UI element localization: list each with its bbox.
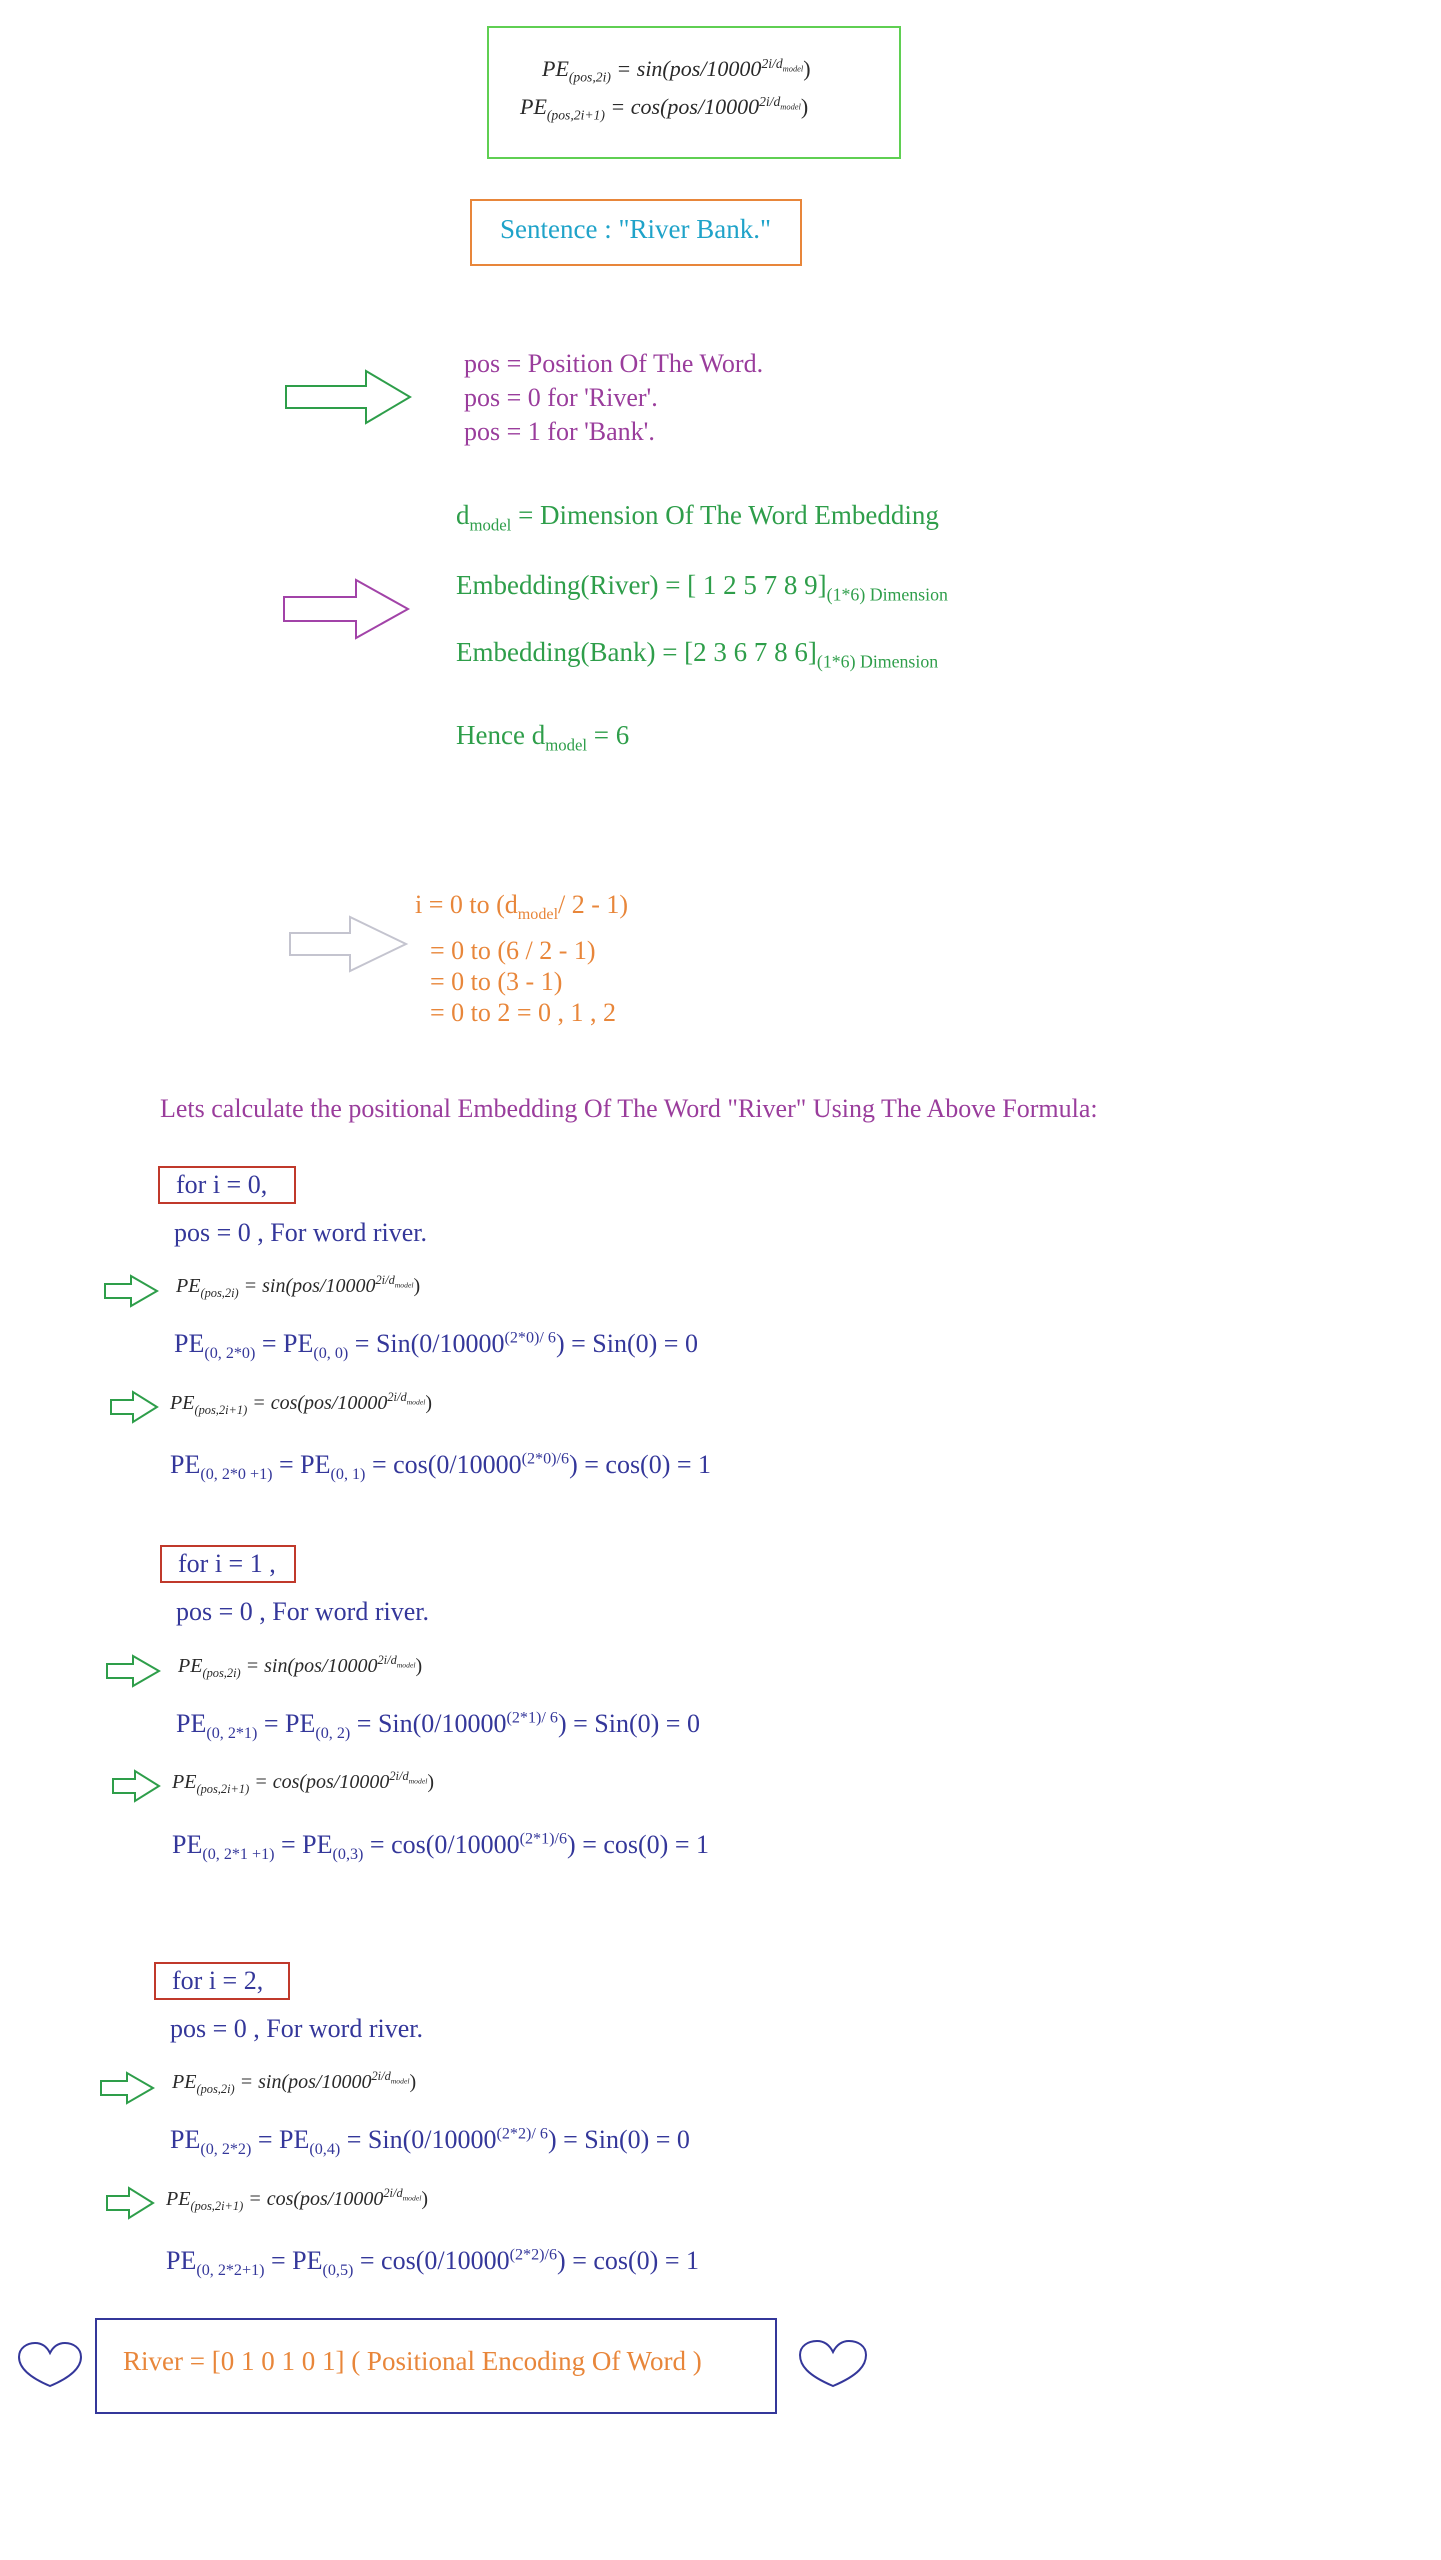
sin-calculation: $PE_{(0, 2*2)} = PE_{(0,4)} = Sin(0/10000^{(2*2)/ 6}) = Sin(0) = 0$	[170, 2125, 690, 2159]
pos-line: pos = 0 , For word river.	[170, 2014, 423, 2043]
arrow-right-icon	[109, 1390, 159, 1424]
pos-line: pos = 0 , For word river.	[174, 1218, 427, 1247]
iteration-label: for i = 1 ,	[178, 1549, 276, 1578]
intro-text: Lets calculate the positional Embedding Of The Word "River" Using The Above Formula:	[160, 1094, 1098, 1123]
cos-calculation: $PE_{(0, 2*2+1)} = PE_{(0,5)} = \cos(0/10000^{(2*2)/6}) = \cos(0) = 1$	[166, 2246, 699, 2280]
pos-line-2: pos = 0 for 'River'.	[464, 383, 658, 412]
i-range-line-4: = 0 to 2 = 0 , 1 , 2	[430, 998, 617, 1027]
arrow-right-icon	[111, 1769, 161, 1803]
result-text: River = [0 1 0 1 0 1] ( Positional Encoding Of Word )	[123, 2346, 702, 2376]
sin-formula: $PE_{(pos,2i)} = \sin(pos/10000^{2i/d_{model}})$	[178, 1653, 423, 1680]
cos-calculation: $PE_{(0, 2*1 +1)} = PE_{(0,3)} = \cos(0/10000^{(2*1)/6}) = \cos(0) = 1$	[172, 1830, 710, 1864]
pos-line-3: pos = 1 for 'Bank'.	[464, 417, 655, 446]
arrow-right-icon	[284, 369, 412, 425]
hence-dmodel: Hence $d_{model} = 6$	[456, 720, 630, 755]
formula-sin-line: $PE_{(pos,2i)} = \sin(pos/10000^{2i/d_{model}})$	[542, 55, 811, 85]
iteration-label: for i = 0,	[176, 1170, 268, 1199]
sentence-text: Sentence : "River Bank."	[500, 214, 771, 244]
pos-line-1: pos = Position Of The Word.	[464, 349, 764, 378]
arrow-right-icon	[103, 1274, 159, 1308]
arrow-right-icon	[105, 1654, 161, 1688]
sin-calculation: $PE_{(0, 2*1)} = PE_{(0, 2)} = Sin(0/10000^{(2*1)/ 6}) = Sin(0) = 0$	[176, 1709, 700, 1743]
arrow-right-icon	[282, 578, 410, 640]
i-range-line-2: = 0 to (6 / 2 - 1)	[430, 936, 596, 965]
iteration-label: for i = 2,	[172, 1966, 264, 1995]
arrow-right-icon	[105, 2186, 155, 2220]
i-range-line-3: = 0 to (3 - 1)	[430, 967, 563, 996]
cos-formula: $PE_{(pos,2i+1)} = \cos(pos/10000^{2i/d_{model}})$	[172, 1769, 435, 1796]
formula-cos-line: $PE_{(pos,2i+1)} = \cos(pos/10000^{2i/d_{model}})$	[520, 93, 809, 123]
dmodel-definition: $d_{model}$ = Dimension Of The Word Embedding	[456, 500, 939, 535]
sin-formula: $PE_{(pos,2i)} = \sin(pos/10000^{2i/d_{model}})$	[176, 1273, 421, 1300]
arrow-right-icon	[99, 2071, 155, 2105]
embedding-bank: Embedding(Bank) = [2 3 6 7 8 $6]_{(1*6) Dimension}$	[456, 637, 939, 672]
heart-icon	[797, 2338, 869, 2390]
heart-icon	[16, 2340, 84, 2390]
embedding-river: Embedding(River) = [ 1 2 5 7 8 $9]_{(1*6) Dimension}$	[456, 570, 948, 605]
pos-line: pos = 0 , For word river.	[176, 1597, 429, 1626]
sin-calculation: $PE_{(0, 2*0)} = PE_{(0, 0)} = Sin(0/10000^{(2*0)/ 6}) = Sin(0) = 0$	[174, 1329, 698, 1363]
cos-formula: $PE_{(pos,2i+1)} = \cos(pos/10000^{2i/d_{model}})$	[170, 1390, 433, 1417]
i-range-line-1: i = 0 to ($d_{model}/$ 2 - 1)	[415, 890, 629, 924]
sin-formula: $PE_{(pos,2i)} = \sin(pos/10000^{2i/d_{model}})$	[172, 2069, 417, 2096]
arrow-right-icon	[288, 915, 408, 973]
cos-calculation: $PE_{(0, 2*0 +1)} = PE_{(0, 1)} = \cos(0/10000^{(2*0)/6}) = \cos(0) = 1$	[170, 1450, 712, 1484]
formula-box	[487, 26, 901, 159]
cos-formula: $PE_{(pos,2i+1)} = \cos(pos/10000^{2i/d_{model}})$	[166, 2186, 429, 2213]
